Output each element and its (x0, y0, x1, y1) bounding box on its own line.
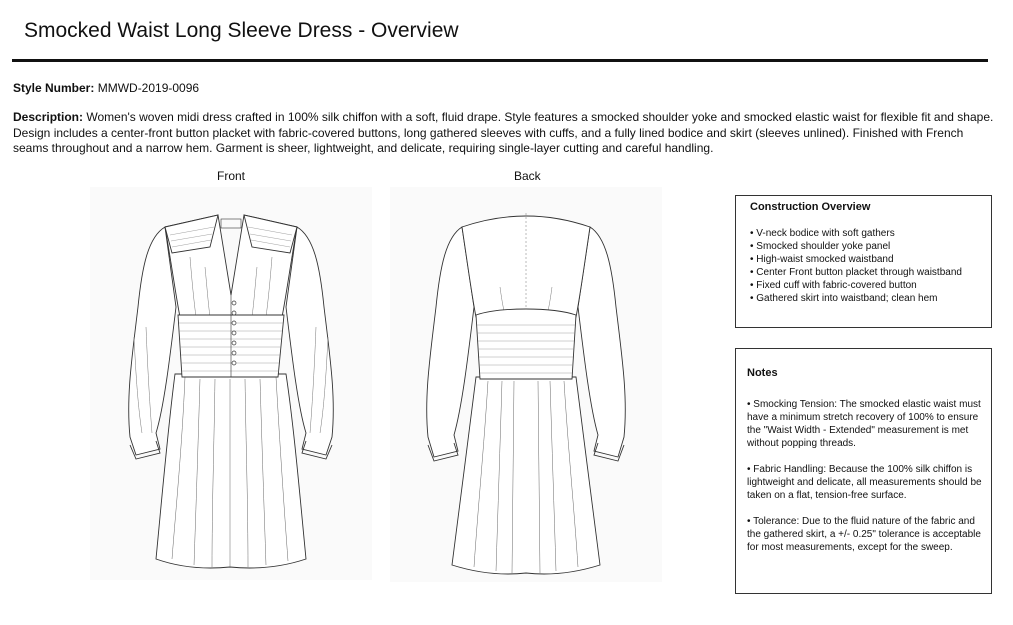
notes-box (735, 348, 992, 594)
list-item: • Smocked shoulder yoke panel (750, 241, 891, 252)
notes-title: Notes (747, 367, 778, 379)
front-sketch (90, 187, 372, 580)
description (13, 110, 998, 157)
style-number-value: MMWD-2019-0096 (97, 81, 200, 95)
list-item: • V-neck bodice with soft gathers (750, 228, 895, 239)
note-item: • Smocking Tension: The smocked elastic waist must have a minimum stretch recovery of 100% to ensure the "Waist Width - Extended" measurement is met without popping threads. (747, 399, 981, 449)
notes-list (747, 398, 987, 554)
title-divider (12, 59, 988, 62)
description-label: Description: (13, 110, 84, 124)
list-item: • High-waist smocked waistband (750, 254, 894, 265)
note-item: • Fabric Handling: Because the 100% silk chiffon is lightweight and delicate, all measurements should be taken on a flat, tension-free surface. (747, 464, 982, 501)
list-item: • Center Front button placket through waistband (750, 267, 962, 278)
list-item: • Gathered skirt into waistband; clean hem (750, 293, 938, 304)
page-title: Smocked Waist Long Sleeve Dress - Overview (24, 19, 459, 42)
back-sketch (390, 187, 662, 582)
style-number-label: Style Number: (13, 81, 95, 95)
list-item: • Fixed cuff with fabric-covered button (750, 280, 917, 291)
description-text: Women's woven midi dress crafted in 100% silk chiffon with a soft, fluid drape. Style features a smocked shoulder yoke and smocked elastic waist for flexible fit and shape. Design includes a center-front button placket with fabric-covered buttons, long gathered sleeves with cuffs, and a fully lined bodice and skirt (sleeves unlined). Finished with French seams throughout and a narrow hem. Garment is sheer, lightweight, and delicate, requiring single-layer cutting and careful handling. (13, 110, 994, 155)
construction-overview-title: Construction Overview (750, 201, 871, 213)
construction-list (750, 227, 962, 305)
note-item: • Tolerance: Due to the fluid nature of the fabric and the gathered skirt, a +/- 0.25" tolerance is acceptable for most measurements, except for the sweep. (747, 516, 981, 553)
back-view-label: Back (514, 169, 541, 183)
construction-overview-box (735, 195, 992, 328)
style-number-row (13, 81, 199, 95)
front-view-label: Front (217, 169, 246, 183)
